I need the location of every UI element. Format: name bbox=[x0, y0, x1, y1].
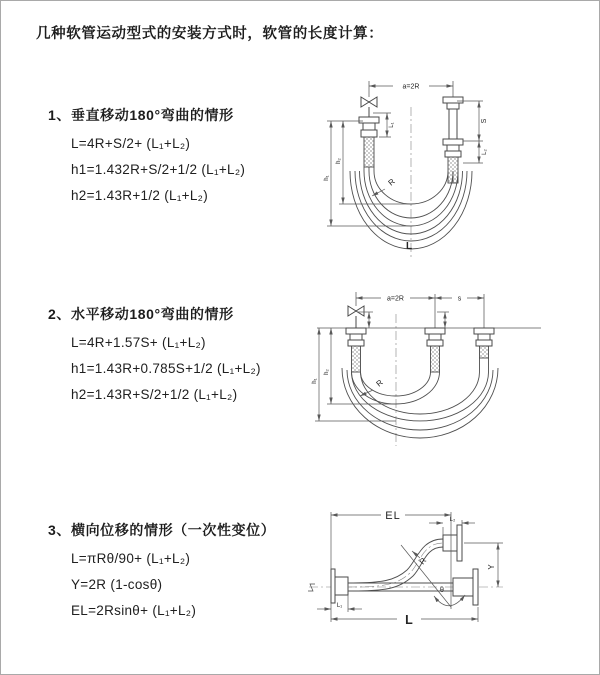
section-1-heading: 1、垂直移动180°弯曲的情形 bbox=[48, 107, 234, 123]
dim-label-s: S bbox=[481, 118, 488, 124]
section-2 bbox=[48, 304, 261, 402]
braided-section bbox=[431, 346, 440, 372]
formula-line: EL=2Rsinθ+ (L₁+L₂) bbox=[71, 603, 197, 618]
dim-label-r: R bbox=[374, 377, 385, 389]
dim-label-l: L bbox=[405, 613, 413, 627]
dim-label-l1: L₁ bbox=[389, 122, 395, 128]
dim-label-l2: L₂ bbox=[482, 149, 488, 155]
dimension-a-2r bbox=[356, 296, 435, 303]
angle-theta bbox=[401, 545, 465, 607]
section-3-heading: 3、横向位移的情形（一次性变位） bbox=[48, 522, 276, 538]
pipe-break-icon bbox=[308, 584, 315, 591]
section-1 bbox=[48, 105, 245, 203]
dimension-a-2r bbox=[369, 84, 453, 91]
dim-label-h1: h₁ bbox=[312, 378, 318, 384]
formula-line: h1=1.43R+0.785S+1/2 (L₁+L₂) bbox=[71, 361, 261, 376]
left-pipe-with-valve bbox=[359, 81, 379, 167]
dim-label-h2: h₂ bbox=[336, 158, 342, 164]
dim-label-s: s bbox=[457, 295, 462, 303]
left-pipe-with-valve bbox=[346, 292, 366, 372]
dimension-l1 bbox=[317, 595, 362, 612]
diagram-lateral-displacement bbox=[301, 499, 600, 657]
hose-u-curves bbox=[342, 368, 498, 438]
formula-line: Y=2R (1-cosθ) bbox=[71, 577, 163, 592]
dim-label-h2: h₂ bbox=[324, 369, 330, 375]
small-fitting-dims bbox=[358, 312, 449, 328]
left-flange-fitting bbox=[331, 569, 348, 603]
page-title: 几种软管运动型式的安装方式时，软管的长度计算： bbox=[36, 26, 384, 42]
dimension-l2 bbox=[429, 517, 475, 535]
dim-label-theta: θ bbox=[440, 587, 444, 594]
diagram-horizontal-180-bend bbox=[309, 284, 600, 456]
dim-label-h1: h₁ bbox=[324, 175, 330, 181]
dim-label-l2: L₂ bbox=[449, 517, 456, 523]
right-pipe-moved-position bbox=[474, 294, 494, 372]
valve-icon bbox=[348, 306, 364, 316]
dim-label-l1: L₁ bbox=[336, 603, 343, 609]
s-curve-hose-displaced-position bbox=[348, 525, 462, 591]
formula-line: h2=1.43R+1/2 (L₁+L₂) bbox=[71, 188, 209, 203]
dimension-l bbox=[331, 603, 478, 627]
braided-section bbox=[364, 137, 374, 167]
dim-label-a2r: a=2R bbox=[387, 295, 404, 303]
dim-label-y: Y bbox=[487, 564, 496, 570]
dim-label-a2r: a=2R bbox=[402, 83, 420, 91]
section-2-heading: 2、水平移动180°弯曲的情形 bbox=[48, 306, 234, 322]
dimension-s-travel bbox=[435, 296, 484, 303]
braided-section bbox=[480, 346, 489, 358]
dim-label-el: EL bbox=[385, 510, 401, 522]
braided-section bbox=[352, 346, 361, 372]
right-pipe-two-positions bbox=[443, 81, 463, 183]
dimension-el bbox=[331, 510, 451, 609]
radius-leader bbox=[372, 177, 397, 196]
formula-line: L=4R+1.57S+ (L₁+L₂) bbox=[71, 335, 206, 350]
dim-label-r: R bbox=[417, 556, 429, 567]
formula-line: h1=1.432R+S/2+1/2 (L₁+L₂) bbox=[71, 162, 246, 177]
formula-line: L=4R+S/2+ (L₁+L₂) bbox=[71, 136, 191, 151]
dim-label-r: R bbox=[386, 176, 397, 188]
dim-label-l: L bbox=[405, 241, 413, 252]
formula-line: h2=1.43R+S/2+1/2 (L₁+L₂) bbox=[71, 387, 238, 402]
dimension-s-l2 bbox=[457, 101, 488, 163]
formula-line: L=πRθ/90+ (L₁+L₂) bbox=[71, 551, 191, 566]
valve-icon bbox=[361, 97, 377, 107]
radius-leader bbox=[412, 551, 428, 566]
section-3 bbox=[48, 520, 275, 618]
middle-pipe bbox=[425, 294, 445, 372]
diagram-vertical-180-bend bbox=[311, 71, 595, 269]
